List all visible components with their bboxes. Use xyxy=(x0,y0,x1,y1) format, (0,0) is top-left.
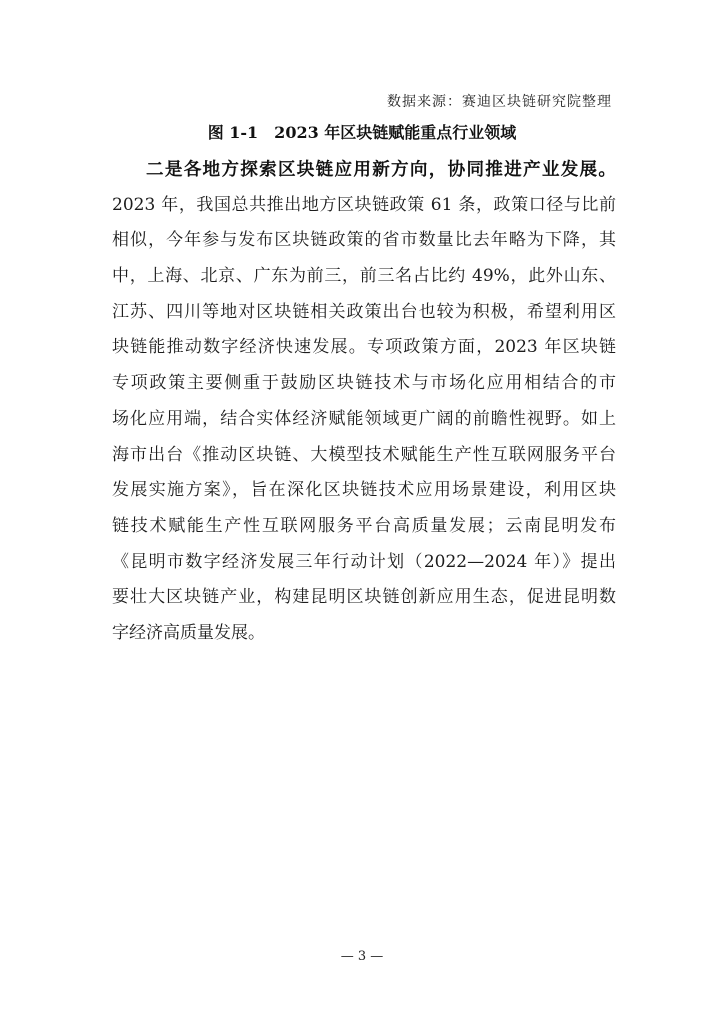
paragraph-line: 发展实施方案》，旨在深化区块链技术应用场景建设，利用区块 xyxy=(112,480,616,501)
paragraph-line: 2023 年，我国总共推出地方区块链政策 61 条，政策口径与比前 xyxy=(112,194,616,215)
figure-caption: 图 1-1 2023 年区块链赋能重点行业领域 xyxy=(207,123,517,142)
data-source-note: 数据来源：赛迪区块链研究院整理 xyxy=(387,94,612,110)
paragraph-line: 块链能推动数字经济快速发展。专项政策方面，2023 年区块链 xyxy=(112,337,616,358)
paragraph-line: 专项政策主要侧重于鼓励区块链技术与市场化应用相结合的市 xyxy=(112,373,616,394)
paragraph-line: 《昆明市数字经济发展三年行动计划（2022—2024 年）》提出 xyxy=(112,551,616,572)
paragraph-line: 海市出台《推动区块链、大模型技术赋能生产性互联网服务平台 xyxy=(112,444,616,465)
paragraph-line: 江苏、四川等地对区块链相关政策出台也较为积极，希望利用区 xyxy=(112,301,616,322)
paragraph-line: 相似，今年参与发布区块链政策的省市数量比去年略为下降，其 xyxy=(112,230,616,251)
paragraph-line: 要壮大区块链产业，构建昆明区块链创新应用生态，促进昆明数 xyxy=(112,587,616,608)
paragraph-line: 链技术赋能生产性互联网服务平台高质量发展；云南昆明发布 xyxy=(112,515,616,536)
paragraph-lead-heading: 二是各地方探索区块链应用新方向，协同推进产业发展。 xyxy=(146,159,616,180)
paragraph-line: 中，上海、北京、广东为前三，前三名占比约 49%，此外山东、 xyxy=(112,266,616,287)
paragraph-line: 场化应用端，结合实体经济赋能领域更广阔的前瞻性视野。如上 xyxy=(112,408,616,429)
body-paragraph xyxy=(112,152,616,652)
paragraph-line: 字经济高质量发展。 xyxy=(112,622,265,643)
page-number: — 3 — xyxy=(340,949,384,964)
